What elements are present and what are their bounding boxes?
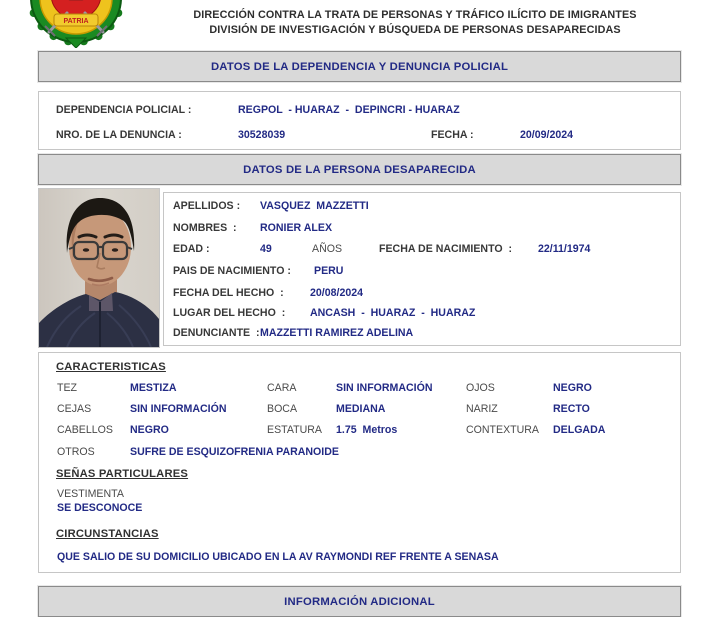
section-bar-dependencia [38, 51, 681, 82]
boca-value: MEDIANA [336, 403, 386, 415]
cabellos-label: CABELLOS [57, 424, 113, 436]
tez-value: MESTIZA [130, 382, 177, 394]
dependencia-policial-value: REGPOL - HUARAZ - DEPINCRI - HUARAZ [238, 104, 460, 116]
apellidos-value: VASQUEZ MAZZETTI [260, 200, 369, 212]
contextura-label: CONTEXTURA [466, 424, 539, 436]
pais-nacimiento-label: PAIS DE NACIMIENTO : [173, 265, 291, 277]
caracteristicas-box [38, 352, 681, 573]
section-bar-adicional [38, 586, 681, 617]
cejas-value: SIN INFORMACIÓN [130, 403, 227, 415]
cara-value: SIN INFORMACIÓN [336, 382, 433, 394]
dependencia-policial-label: DEPENDENCIA POLICIAL : [56, 104, 192, 116]
nombres-label: NOMBRES : [173, 222, 237, 234]
dependencia-box [38, 91, 681, 150]
cejas-label: CEJAS [57, 403, 92, 415]
vestimenta-label: VESTIMENTA [57, 488, 124, 500]
vestimenta-value: SE DESCONOCE [57, 502, 143, 514]
fecha-nacimiento-label: FECHA DE NACIMIENTO : [379, 243, 513, 255]
nro-denuncia-label: NRO. DE LA DENUNCIA : [56, 129, 182, 141]
otros-value: SUFRE DE ESQUIZOFRENIA PARANOIDE [130, 446, 339, 458]
persona-fields-box [163, 192, 681, 346]
nariz-label: NARIZ [466, 403, 498, 415]
fecha-denuncia-label: FECHA : [431, 129, 474, 141]
circunstancias-text: QUE SALIO DE SU DOMICILIO UBICADO EN LA AV RAYMONDI REF FRENTE A SENASA [57, 551, 499, 563]
ojos-label: OJOS [466, 382, 495, 394]
header-line-1: DIRECCIÓN CONTRA LA TRATA DE PERSONAS Y TRÁFICO ILÍCITO DE IMIGRANTES [193, 9, 637, 21]
otros-label: OTROS [57, 446, 95, 458]
badge-banner-text: PATRIA [63, 18, 89, 25]
denunciante-label: DENUNCIANTE : [173, 327, 260, 339]
tez-label: TEZ [57, 382, 78, 394]
nariz-value: RECTO [553, 403, 590, 415]
estatura-label: ESTATURA [267, 424, 322, 436]
lugar-hecho-label: LUGAR DEL HECHO : [173, 307, 286, 319]
header-line-2: DIVISIÓN DE INVESTIGACIÓN Y BÚSQUEDA DE PERSONAS DESAPARECIDAS [209, 24, 621, 36]
denunciante-value: MAZZETTI RAMIREZ ADELINA [260, 327, 414, 339]
nro-denuncia-value: 30528039 [238, 129, 286, 141]
section-bar-persona [38, 154, 681, 185]
fecha-hecho-value: 20/08/2024 [310, 287, 364, 299]
apellidos-label: APELLIDOS : [173, 200, 241, 212]
edad-label: EDAD : [173, 243, 210, 255]
circunstancias-title: CIRCUNSTANCIAS [56, 528, 159, 540]
fecha-hecho-label: FECHA DEL HECHO : [173, 287, 284, 299]
cara-label: CARA [267, 382, 297, 394]
pais-nacimiento-value: PERU [314, 265, 344, 277]
contextura-value: DELGADA [553, 424, 606, 436]
portrait-image [39, 189, 159, 347]
organization-header [132, 8, 698, 38]
section-title-adicional: INFORMACIÓN ADICIONAL [284, 595, 435, 608]
fecha-denuncia-value: 20/09/2024 [520, 129, 574, 141]
police-badge-icon [28, 0, 124, 48]
senas-title: SEÑAS PARTICULARES [56, 468, 189, 480]
edad-value: 49 [260, 243, 272, 255]
missing-person-photo [38, 188, 160, 348]
estatura-value: 1.75 Metros [336, 424, 398, 436]
fecha-nacimiento-value: 22/11/1974 [538, 243, 591, 255]
boca-label: BOCA [267, 403, 298, 415]
section-title-persona: DATOS DE LA PERSONA DESAPARECIDA [243, 163, 476, 176]
police-badge-logo [28, 0, 124, 48]
nombres-value: RONIER ALEX [260, 222, 333, 234]
section-title-dependencia: DATOS DE LA DEPENDENCIA Y DENUNCIA POLICIAL [210, 60, 509, 73]
lugar-hecho-value: ANCASH - HUARAZ - HUARAZ [310, 307, 476, 319]
caracteristicas-title: CARACTERISTICAS [56, 361, 166, 373]
cabellos-value: NEGRO [130, 424, 169, 436]
ojos-value: NEGRO [553, 382, 592, 394]
edad-unit: AÑOS [312, 243, 343, 255]
